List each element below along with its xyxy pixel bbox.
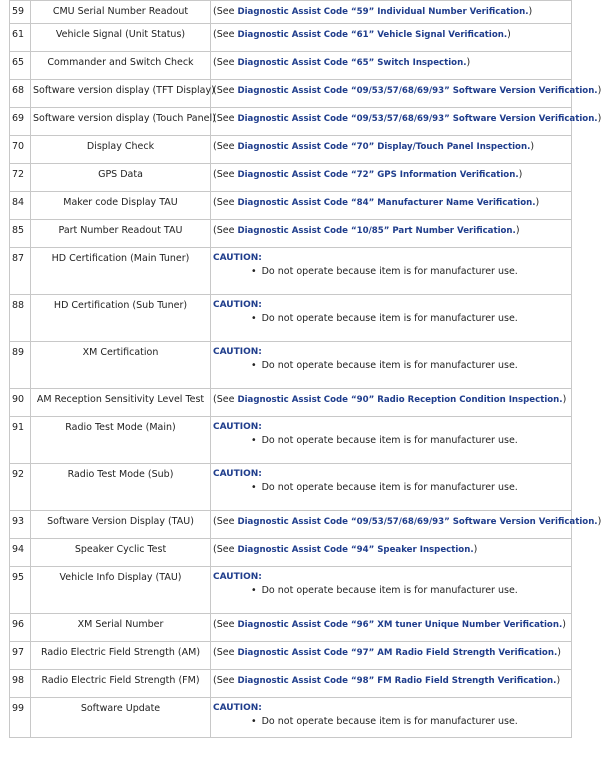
caution-heading: CAUTION: — [213, 703, 262, 713]
item-description-cell — [211, 220, 572, 248]
table-row — [10, 567, 572, 614]
item-code-cell: 90 — [10, 389, 31, 417]
see-suffix: ) — [562, 619, 566, 630]
table-row — [10, 464, 572, 511]
bullet-icon: • — [251, 360, 257, 371]
caution-text: Do not operate because item is for manufacturer use. — [261, 716, 518, 727]
item-name-cell: HD Certification (Main Tuner) — [31, 248, 211, 295]
item-description-cell — [211, 614, 572, 642]
see-suffix: ) — [556, 675, 561, 686]
caution-bullet — [213, 360, 569, 371]
see-suffix: ) — [535, 197, 540, 208]
caution-heading: CAUTION: — [213, 253, 262, 263]
table-row — [10, 614, 572, 642]
table-row — [10, 248, 572, 295]
caution-text: Do not operate because item is for manufacturer use. — [261, 585, 518, 596]
see-prefix: (See — [213, 675, 238, 686]
caution-bullet — [213, 266, 569, 277]
item-description-cell — [211, 192, 572, 220]
item-description-cell — [211, 52, 572, 80]
item-code-cell: 97 — [10, 642, 31, 670]
bullet-icon: • — [251, 482, 257, 493]
caution-text: Do not operate because item is for manufacturer use. — [261, 435, 518, 446]
item-code-cell: 96 — [10, 614, 31, 642]
item-description-cell — [211, 164, 572, 192]
see-suffix: ) — [518, 169, 523, 180]
item-code-cell: 91 — [10, 417, 31, 464]
item-description-cell — [211, 389, 572, 417]
diagnostic-code-link[interactable]: Diagnostic Assist Code “94” Speaker Inspection. — [237, 545, 474, 555]
see-suffix: ) — [597, 113, 601, 124]
item-name-cell: XM Serial Number — [31, 614, 211, 642]
item-name-cell: Vehicle Signal (Unit Status) — [31, 24, 211, 52]
caution-heading: CAUTION: — [213, 422, 262, 432]
caution-bullet — [213, 313, 569, 324]
item-name-cell: Maker code Display TAU — [31, 192, 211, 220]
diagnostic-code-link[interactable]: Diagnostic Assist Code “10/85” Part Number Verification. — [237, 226, 516, 236]
item-description-cell — [211, 80, 601, 108]
bullet-icon: • — [251, 266, 257, 277]
bullet-icon: • — [251, 716, 257, 727]
see-prefix: (See — [213, 141, 238, 152]
table-row — [10, 342, 572, 389]
caution-heading: CAUTION: — [213, 469, 262, 479]
table-row — [10, 1, 572, 24]
item-name-cell: Radio Test Mode (Sub) — [31, 464, 211, 511]
see-suffix: ) — [530, 141, 535, 152]
item-description-cell — [211, 1, 572, 24]
item-name-cell: Software version display (Touch Panel) — [31, 108, 211, 136]
item-description-cell — [211, 539, 572, 567]
item-code-cell: 99 — [10, 698, 31, 738]
item-description-cell — [211, 464, 572, 511]
caution-text: Do not operate because item is for manufacturer use. — [261, 360, 518, 371]
see-prefix: (See — [213, 225, 238, 236]
item-name-cell: XM Certification — [31, 342, 211, 389]
diagnostic-code-link[interactable]: Diagnostic Assist Code “09/53/57/68/69/93” Software Version Verification. — [237, 86, 598, 96]
see-suffix: ) — [528, 6, 533, 17]
see-prefix: (See — [213, 85, 238, 96]
item-description-cell — [211, 136, 572, 164]
diagnostic-code-link[interactable]: Diagnostic Assist Code “96” XM tuner Unique Number Verification. — [237, 620, 563, 630]
table-row — [10, 192, 572, 220]
caution-bullet — [213, 435, 569, 446]
item-description-cell — [211, 295, 572, 342]
item-name-cell: Part Number Readout TAU — [31, 220, 211, 248]
caution-bullet — [213, 585, 569, 596]
item-code-cell: 95 — [10, 567, 31, 614]
item-description-cell — [211, 342, 572, 389]
see-prefix: (See — [213, 29, 238, 40]
diagnostic-code-link[interactable]: Diagnostic Assist Code “97” AM Radio Field Strength Verification. — [237, 648, 558, 658]
item-name-cell: Software Update — [31, 698, 211, 738]
item-name-cell: Software Version Display (TAU) — [31, 511, 211, 539]
table-row — [10, 389, 572, 417]
item-name-cell: Radio Electric Field Strength (AM) — [31, 642, 211, 670]
see-suffix: ) — [473, 544, 478, 555]
caution-heading: CAUTION: — [213, 347, 262, 357]
see-prefix: (See — [213, 113, 238, 124]
caution-heading: CAUTION: — [213, 572, 262, 582]
table-row — [10, 220, 572, 248]
item-name-cell: Speaker Cyclic Test — [31, 539, 211, 567]
diagnostic-code-link[interactable]: Diagnostic Assist Code “65” Switch Inspection. — [237, 58, 467, 68]
see-prefix: (See — [213, 169, 238, 180]
diagnostic-code-link[interactable]: Diagnostic Assist Code “70” Display/Touch Panel Inspection. — [237, 142, 531, 152]
see-prefix: (See — [213, 619, 238, 630]
caution-bullet — [213, 482, 569, 493]
table-row — [10, 698, 572, 738]
item-description-cell — [211, 698, 572, 738]
item-code-cell: 92 — [10, 464, 31, 511]
see-suffix: ) — [562, 394, 567, 405]
table-row — [10, 539, 572, 567]
see-prefix: (See — [213, 647, 238, 658]
diagnostic-code-link[interactable]: Diagnostic Assist Code “98” FM Radio Field Strength Verification. — [237, 676, 557, 686]
diagnostic-code-link[interactable]: Diagnostic Assist Code “90” Radio Reception Condition Inspection. — [237, 395, 563, 405]
see-suffix: ) — [466, 57, 471, 68]
caution-text: Do not operate because item is for manufacturer use. — [261, 266, 518, 277]
item-name-cell: CMU Serial Number Readout — [31, 1, 211, 24]
bullet-icon: • — [251, 435, 257, 446]
diagnostic-code-link[interactable]: Diagnostic Assist Code “84” Manufacturer Name Verification. — [237, 198, 536, 208]
item-code-cell: 68 — [10, 80, 31, 108]
item-code-cell: 70 — [10, 136, 31, 164]
item-code-cell: 65 — [10, 52, 31, 80]
item-name-cell: Radio Electric Field Strength (FM) — [31, 670, 211, 698]
item-code-cell: 72 — [10, 164, 31, 192]
item-code-cell: 94 — [10, 539, 31, 567]
item-code-cell: 84 — [10, 192, 31, 220]
caution-text: Do not operate because item is for manufacturer use. — [261, 482, 518, 493]
item-description-cell — [211, 24, 572, 52]
item-code-cell: 88 — [10, 295, 31, 342]
item-description-cell — [211, 248, 572, 295]
table-row — [10, 24, 572, 52]
item-code-cell: 87 — [10, 248, 31, 295]
table-row — [10, 417, 572, 464]
diagnostic-code-link[interactable]: Diagnostic Assist Code “72” GPS Information Verification. — [237, 170, 519, 180]
diagnostic-code-link[interactable]: Diagnostic Assist Code “09/53/57/68/69/93” Software Version Verification. — [237, 114, 598, 124]
table-row — [10, 164, 572, 192]
bullet-icon: • — [251, 585, 257, 596]
see-suffix: ) — [515, 225, 520, 236]
item-description-cell — [211, 417, 572, 464]
see-suffix: ) — [557, 647, 561, 658]
item-description-cell — [211, 108, 601, 136]
item-name-cell: Radio Test Mode (Main) — [31, 417, 211, 464]
caution-heading: CAUTION: — [213, 300, 262, 310]
item-name-cell: Software version display (TFT Display) — [31, 80, 211, 108]
table-row — [10, 136, 572, 164]
item-description-cell — [211, 567, 572, 614]
item-code-cell: 59 — [10, 1, 31, 24]
see-prefix: (See — [213, 544, 238, 555]
item-description-cell — [211, 642, 572, 670]
diagnostic-code-link[interactable]: Diagnostic Assist Code “61” Vehicle Signal Verification. — [237, 30, 508, 40]
see-prefix: (See — [213, 6, 238, 17]
caution-bullet — [213, 716, 569, 727]
item-code-cell: 89 — [10, 342, 31, 389]
see-suffix: ) — [507, 29, 511, 40]
item-code-cell: 93 — [10, 511, 31, 539]
item-code-cell: 61 — [10, 24, 31, 52]
see-prefix: (See — [213, 57, 238, 68]
see-suffix: ) — [597, 85, 601, 96]
diagnostic-code-link[interactable]: Diagnostic Assist Code “59” Individual Number Verification. — [237, 7, 529, 17]
item-description-cell — [211, 670, 572, 698]
see-prefix: (See — [213, 197, 238, 208]
item-name-cell: Vehicle Info Display (TAU) — [31, 567, 211, 614]
see-prefix: (See — [213, 516, 238, 527]
item-code-cell: 85 — [10, 220, 31, 248]
caution-text: Do not operate because item is for manufacturer use. — [261, 313, 518, 324]
item-description-cell — [211, 511, 601, 539]
diagnostic-items-table — [9, 0, 601, 738]
see-prefix: (See — [213, 394, 238, 405]
table-row — [10, 642, 572, 670]
table-row — [10, 52, 572, 80]
item-name-cell: GPS Data — [31, 164, 211, 192]
item-name-cell: Commander and Switch Check — [31, 52, 211, 80]
item-name-cell: HD Certification (Sub Tuner) — [31, 295, 211, 342]
item-code-cell: 98 — [10, 670, 31, 698]
table-row — [10, 108, 572, 136]
see-suffix: ) — [597, 516, 601, 527]
table-row — [10, 670, 572, 698]
table-row — [10, 80, 572, 108]
table-row — [10, 511, 572, 539]
item-code-cell: 69 — [10, 108, 31, 136]
bullet-icon: • — [251, 313, 257, 324]
diagnostic-code-link[interactable]: Diagnostic Assist Code “09/53/57/68/69/93” Software Version Verification. — [237, 517, 598, 527]
item-name-cell: AM Reception Sensitivity Level Test — [31, 389, 211, 417]
table-row — [10, 295, 572, 342]
item-name-cell: Display Check — [31, 136, 211, 164]
